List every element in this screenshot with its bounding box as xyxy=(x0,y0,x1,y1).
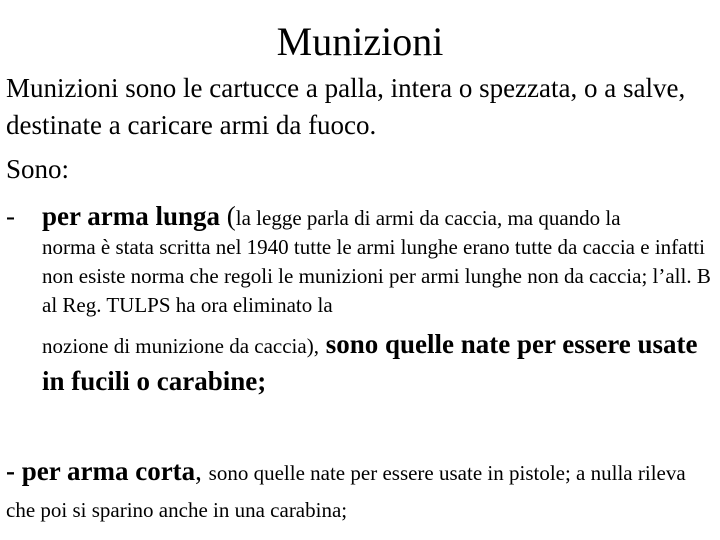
item-arma-lunga-note: norma è stata scritta nel 1940 tutte le armi lunghe erano tutte da caccia e infatti non esiste norma che regoli le munizioni per armi lunghe non da caccia; l’all. B al Reg. TULPS ha ora eliminato la xyxy=(42,235,711,317)
note-end: nozione di munizione da caccia), xyxy=(42,334,319,358)
item-arma-corta xyxy=(6,454,711,528)
item-arma-corta-label: - per arma corta xyxy=(6,456,196,486)
item-arma-corta-definition: sono quelle nate per essere usate in pistole; a nulla rileva che poi si sparino anche in una carabina; xyxy=(6,461,686,522)
note-first-line: la legge parla di armi da caccia, ma quando la xyxy=(235,206,621,230)
item-arma-corta-comma: , xyxy=(195,456,202,486)
item-arma-lunga-definition: sono quelle nate per essere usate in fucili o carabine; xyxy=(42,329,698,396)
paren-open: ( xyxy=(220,201,236,231)
sono-label: Sono: xyxy=(6,154,70,184)
item-dash: - xyxy=(6,201,15,231)
item-arma-lunga-conclusion xyxy=(42,327,712,399)
intro-paragraph: Munizioni sono le cartucce a palla, intera o spezzata, o a salve, destinate a caricare armi da fuoco. xyxy=(6,73,686,140)
item-arma-lunga-label: per arma lunga xyxy=(42,201,221,231)
item-arma-lunga-heading xyxy=(6,198,621,237)
slide-title: Munizioni xyxy=(276,19,444,64)
